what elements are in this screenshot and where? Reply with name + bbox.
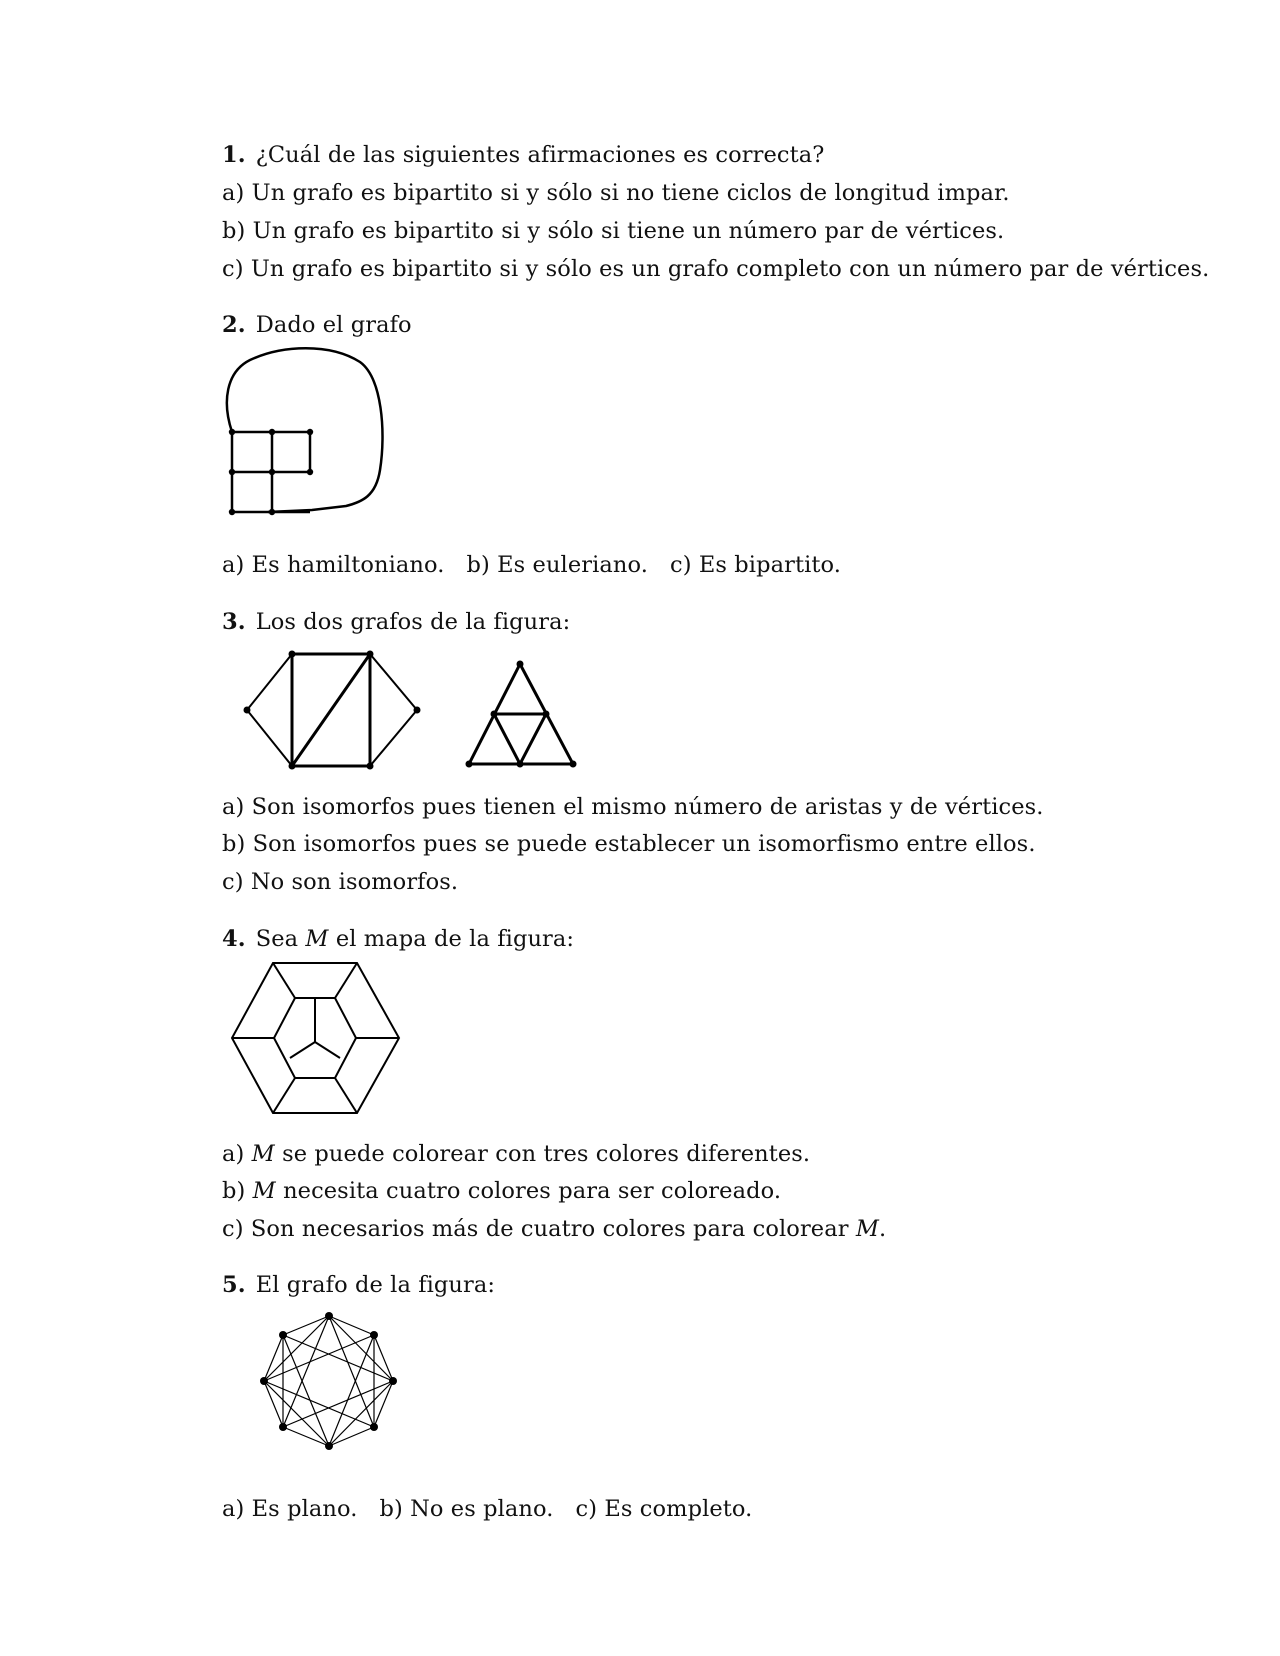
q1-option-b: b) Un grafo es bipartito si y sólo si tiene un número par de vértices. [222,218,1005,244]
q3-option-b: b) Son isomorfos pues se puede establecer un isomorfismo entre ellos. [222,831,1036,857]
q4-option-c-text: Son necesarios más de cuatro colores para colorear [250,1216,849,1242]
q4-option-c-symbol: M [855,1216,879,1242]
q1-number: 1. [222,142,246,168]
q1-option-c: c) Un grafo es bipartito si y sólo es un grafo completo con un número par de vértices. [222,256,1210,282]
q2-option-a: a) Es hamiltoniano. [222,552,445,578]
q4-option-b-symbol: M [252,1178,276,1204]
q4-option-b-label: b) [222,1178,246,1204]
q4-option-c-end: . [879,1216,887,1242]
q4-option-a-text: se puede colorear con tres colores diferentes. [282,1141,811,1167]
q3-number: 3. [222,609,246,635]
q3-option-a: a) Son isomorfos pues tienen el mismo número de aristas y de vértices. [222,794,1044,820]
q5-option-a: a) Es plano. [222,1496,358,1522]
q4-text-after: el mapa de la figura: [335,926,575,952]
q5-text: El grafo de la figura: [255,1272,496,1298]
q4-option-a-label: a) [222,1141,245,1167]
q4-map-symbol: M [305,926,329,952]
q5-option-b: b) No es plano. [379,1496,554,1522]
q4-option-c-label: c) [222,1216,244,1242]
q3-text: Los dos grafos de la figura: [255,609,571,635]
q2-option-c: c) Es bipartito. [670,552,842,578]
q2-text: Dado el grafo [255,312,412,338]
q4-option-a-symbol: M [251,1141,275,1167]
q5-options [222,1494,774,1524]
q1-option-a: a) Un grafo es bipartito si y sólo si no tiene ciclos de longitud impar. [222,180,1010,206]
q4-text-before: Sea [255,926,299,952]
q3-option-c: c) No son isomorfos. [222,869,459,895]
q5-option-c: c) Es completo. [575,1496,753,1522]
q4-number: 4. [222,926,246,952]
q1-text: ¿Cuál de las siguientes afirmaciones es correcta? [255,142,825,168]
q4-option-b-text: necesita cuatro colores para ser coloreado. [283,1178,782,1204]
q5-number: 5. [222,1272,246,1298]
q2-number: 2. [222,312,246,338]
q2-option-b: b) Es euleriano. [466,552,649,578]
